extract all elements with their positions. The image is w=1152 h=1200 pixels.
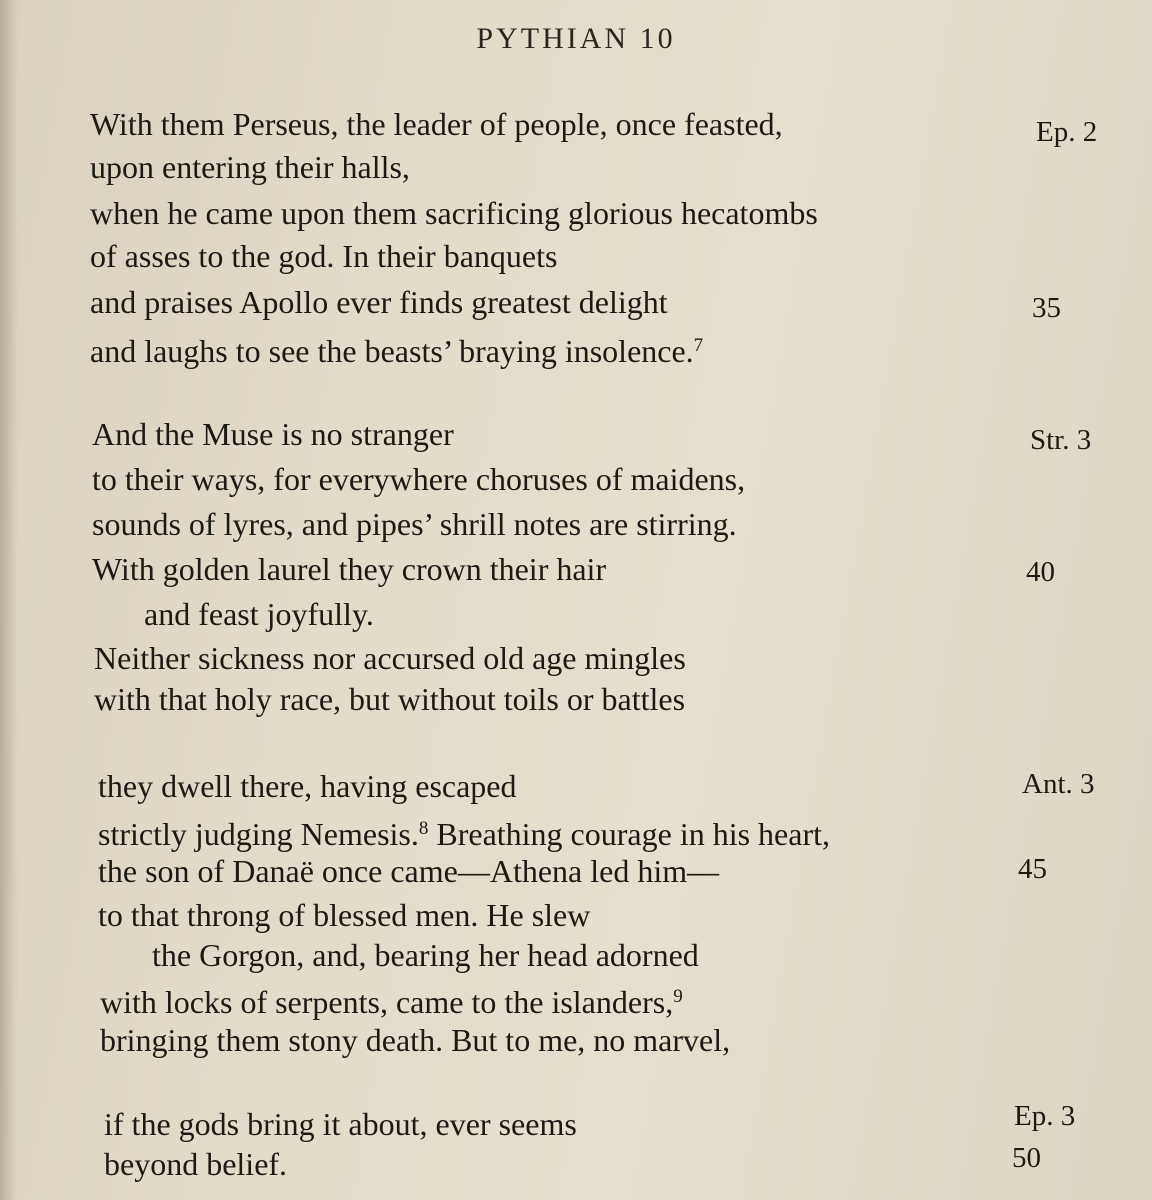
verse-line: And the Muse is no stranger [92,416,454,452]
verse-text: with locks of serpents, came to the islanders, [100,984,674,1020]
verse-line: Neither sickness nor accursed old age mingles [94,640,686,676]
line-number: 50 [1012,1142,1041,1174]
verse-line: sounds of lyres, and pipes’ shrill notes are stirring. [92,506,737,542]
verse-line: With golden laurel they crown their hair [92,551,607,587]
verse-line: of asses to the god. In their banquets [90,238,558,274]
verse-line: upon entering their halls, [90,149,410,185]
footnote-marker: 7 [693,335,704,356]
verse-line [98,809,830,854]
verse-line: the son of Danaë once came—Athena led him— [98,853,720,889]
verse-line [90,326,703,371]
verse-text: and laughs to see the beasts’ braying insolence. [90,333,694,369]
verse-line: if the gods bring it about, ever seems [104,1106,577,1142]
section-label: Ant. 3 [1022,768,1095,800]
section-label: Ep. 2 [1036,116,1098,148]
verse-line: to that throng of blessed men. He slew [98,897,591,933]
section-label: Str. 3 [1030,424,1092,456]
verse-line: they dwell there, having escaped [98,768,517,804]
verse-line-indented: and feast joyfully. [144,596,374,632]
verse-line: bringing them stony death. But to me, no marvel, [100,1022,731,1058]
verse-line [100,977,683,1022]
verse-line: and praises Apollo ever finds greatest delight [90,284,668,320]
verse-line: when he came upon them sacrificing glorious hecatombs [90,195,818,231]
footnote-marker: 8 [418,818,429,839]
verse-line: beyond belief. [104,1146,288,1182]
verse-line: to their ways, for everywhere choruses of maidens, [92,461,746,497]
verse-line: with that holy race, but without toils or battles [94,681,686,717]
verse-text: strictly judging Nemesis. [98,816,419,852]
page-gutter-shadow [0,0,18,1200]
running-head: PYTHIAN 10 [476,22,676,55]
footnote-marker: 9 [673,986,683,1007]
verse-line-indented: the Gorgon, and, bearing her head adorned [152,937,699,973]
line-number: 35 [1032,292,1061,324]
verse-text-tail: Breathing courage in his heart, [428,816,830,852]
line-number: 45 [1018,853,1047,885]
verse-line: With them Perseus, the leader of people, once feasted, [90,106,783,142]
section-label: Ep. 3 [1014,1100,1076,1132]
line-number: 40 [1026,556,1055,588]
